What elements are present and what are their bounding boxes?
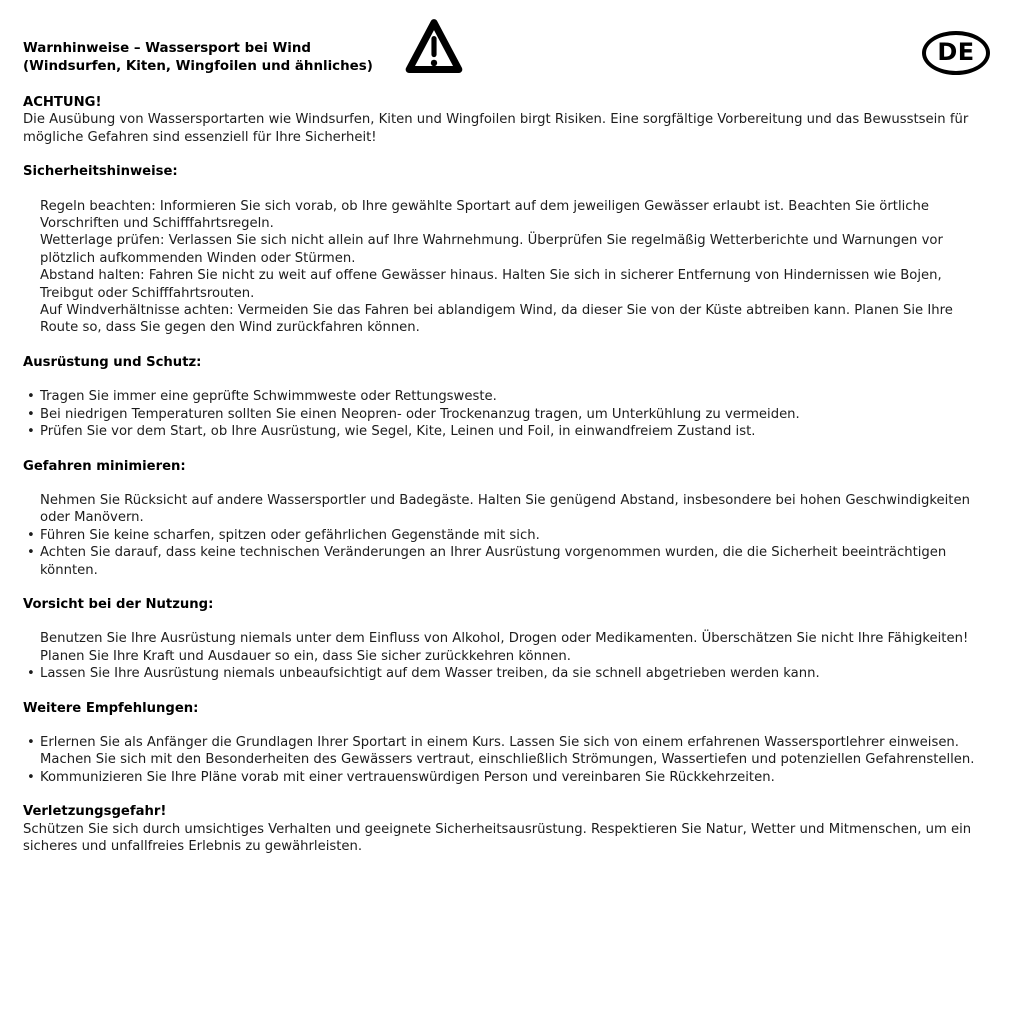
- list-item: Wetterlage prüfen: Verlassen Sie sich nicht allein auf Ihre Wahrnehmung. Überprüfen Sie regelmäßig Wetterberichte und Warnungen vor plötzlich aufkommenden Winden oder Stürmen.: [40, 233, 943, 266]
- section-gefahren-minimieren: [23, 458, 980, 579]
- list-item: Nehmen Sie Rücksicht auf andere Wassersportler und Badegäste. Halten Sie genügend Abstand, insbesondere bei hohen Geschwindigkeiten oder Manövern.: [40, 492, 970, 526]
- language-badge: [922, 31, 990, 75]
- section-heading-sicherheitshinweise: Sicherheitshinweise:: [23, 164, 178, 180]
- section-heading-vorsicht: Vorsicht bei der Nutzung:: [23, 596, 214, 612]
- section-heading-gefahren: Gefahren minimieren:: [23, 458, 186, 474]
- warning-triangle-icon: [404, 15, 464, 79]
- list-item: • Prüfen Sie vor dem Start, ob Ihre Ausrüstung, wie Segel, Kite, Leinen und Foil, in einwandfreiem Zustand ist.: [23, 423, 980, 440]
- list-item: • Lassen Sie Ihre Ausrüstung niemals unbeaufsichtigt auf dem Wasser treiben, da sie schnell abgetrieben werden kann.: [23, 665, 980, 682]
- list-item: Abstand halten: Fahren Sie nicht zu weit auf offene Gewässer hinaus. Halten Sie sich in sicherer Entfernung von Hindernissen wie Bojen, Treibgut oder Schifffahrtsrouten.: [40, 268, 942, 301]
- list-item: • Achten Sie darauf, dass keine technischen Veränderungen an Ihrer Ausrüstung vorgenommen wurden, die die Sicherheit beeinträchtigen könnten.: [23, 544, 980, 579]
- section-heading-achtung: ACHTUNG!: [23, 95, 102, 110]
- section-sicherheitshinweise: [23, 163, 980, 337]
- list-item: Auf Windverhältnisse achten: Vermeiden Sie das Fahren bei ablandigem Wind, da dieser Sie von der Küste abtreiben kann. Planen Sie Ihre Route so, dass Sie gegen den Wind zurückfahren können.: [40, 303, 953, 336]
- list-item: • Tragen Sie immer eine geprüfte Schwimmweste oder Rettungsweste.: [23, 388, 980, 405]
- section-verletzungsgefahr: [23, 803, 980, 855]
- section-vorsicht-bei-der-nutzung: [23, 596, 980, 683]
- list-item: • Bei niedrigen Temperaturen sollten Sie einen Neopren- oder Trockenanzug tragen, um Unterkühlung zu vermeiden.: [23, 406, 980, 423]
- section-weitere-empfehlungen: [23, 700, 980, 787]
- language-badge-label: DE: [937, 38, 975, 67]
- section-achtung: [23, 94, 980, 146]
- intro-paragraph: Die Ausübung von Wassersportarten wie Windsurfen, Kiten und Wingfoilen birgt Risiken. Eine sorgfältige Vorbereitung und das Bewusstsein für mögliche Gefahren sind essenziell für Ihre Sicherheit!: [23, 112, 969, 145]
- section-heading-verletzungsgefahr: Verletzungsgefahr!: [23, 804, 167, 820]
- footer-paragraph: Schützen Sie sich durch umsichtiges Verhalten und geeignete Sicherheitsausrüstung. Respektieren Sie Natur, Wetter und Mitmenschen, um ein sicheres und unfallfreies Erlebnis zu gewährleisten.: [23, 821, 972, 854]
- list-item: • Kommunizieren Sie Ihre Pläne vorab mit einer vertrauenswürdigen Person und vereinbaren Sie Rückkehrzeiten.: [23, 769, 980, 786]
- section-heading-ausruestung: Ausrüstung und Schutz:: [23, 354, 202, 370]
- document-title-line2: (Windsurfen, Kiten, Wingfoilen und ähnliches): [23, 59, 373, 74]
- section-heading-empfehlungen: Weitere Empfehlungen:: [23, 700, 199, 716]
- document-title-line1: Warnhinweise – Wassersport bei Wind: [23, 41, 312, 56]
- list-item-text: • Erlernen Sie als Anfänger die Grundlagen Ihrer Sportart in einem Kurs. Lassen Sie sich von einem erfahrenen Wassersportlehrer einweisen.: [40, 734, 959, 750]
- list-item: [23, 734, 980, 769]
- list-item: Benutzen Sie Ihre Ausrüstung niemals unter dem Einfluss von Alkohol, Drogen oder Medikamenten. Überschätzen Sie nicht Ihre Fähigkeiten! Planen Sie Ihre Kraft und Ausdauer so ein, dass Sie sicher zurückkehren können.: [40, 631, 969, 664]
- section-ausruestung-und-schutz: [23, 354, 980, 441]
- list-item: Regeln beachten: Informieren Sie sich vorab, ob Ihre gewählte Sportart auf dem jeweiligen Gewässer erlaubt ist. Beachten Sie örtliche Vorschriften und Schifffahrtsregeln.: [40, 198, 930, 232]
- list-item-text: Machen Sie sich mit den Besonderheiten des Gewässers vertraut, einschließlich Strömungen, Wassertiefen und potenziellen Gefahrenstellen.: [40, 752, 975, 768]
- document-header: [23, 40, 990, 76]
- document-content: [23, 94, 980, 855]
- list-item: • Führen Sie keine scharfen, spitzen oder gefährlichen Gegenstände mit sich.: [23, 527, 980, 544]
